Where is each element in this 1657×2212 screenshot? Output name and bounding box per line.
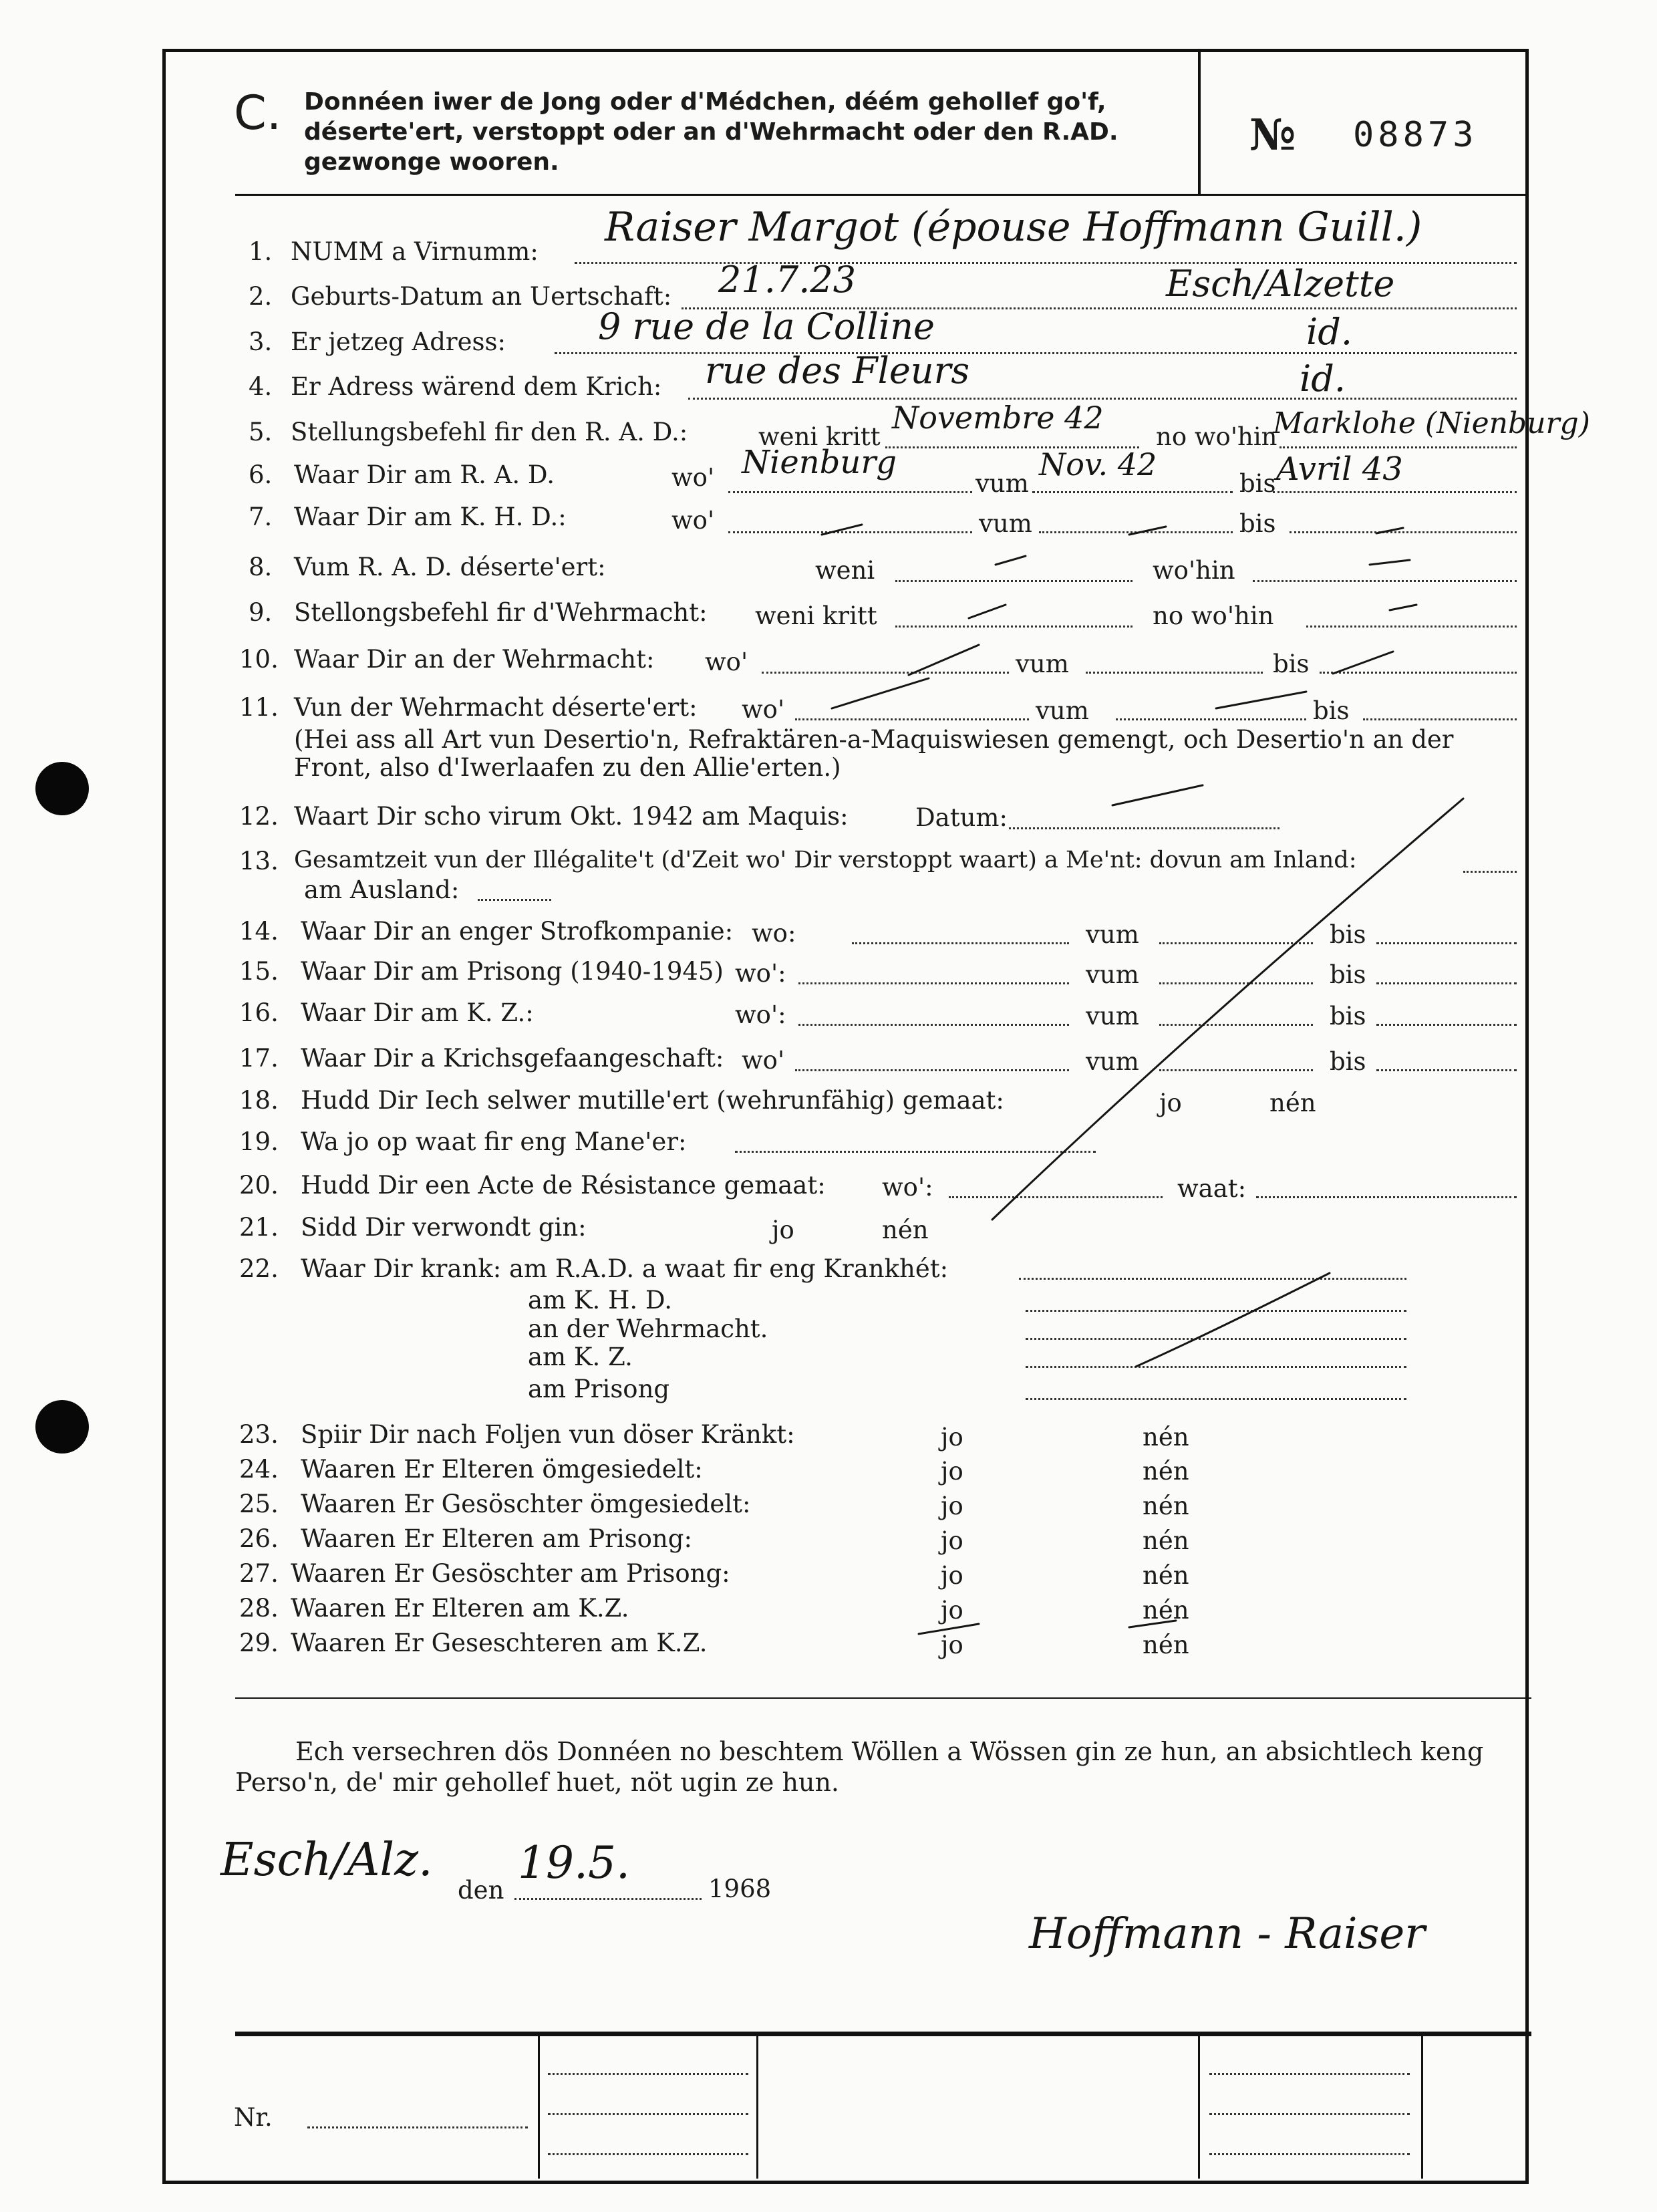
field-16-vum: vum (1086, 1002, 1139, 1030)
strike-11-wo (832, 678, 929, 708)
field-11-bis: bis (1313, 696, 1350, 725)
field-7-label: Waar Dir am K. H. D.: (294, 503, 567, 531)
field-17-number: 17. (239, 1044, 279, 1073)
field-27-jo: jo (941, 1561, 963, 1590)
field-15-wo: wo': (735, 959, 786, 988)
field-13-number: 13. (239, 847, 279, 875)
field-20-wo: wo': (882, 1173, 933, 1202)
field-23-jo: jo (941, 1423, 963, 1451)
declaration-line-2: Perso'n, de' mir gehollef huet, nöt ugin ze hun. (235, 1768, 840, 1797)
field-16-wo: wo': (735, 1000, 786, 1029)
field-14-vum: vum (1086, 920, 1139, 949)
field-26-jo: jo (941, 1526, 963, 1555)
hw-day[interactable]: 19.5. (518, 1837, 630, 1889)
field-9-label: Stellongsbefehl fir d'Wehrmacht: (294, 598, 708, 627)
field-11-number: 11. (239, 693, 279, 722)
field-28-number: 28. (239, 1594, 279, 1623)
hw-war-address[interactable]: rue des Fleurs (705, 350, 970, 392)
field-9-number: 9. (249, 598, 273, 627)
field-18-jo: jo (1159, 1089, 1182, 1117)
field-7-wo: wo' (671, 506, 715, 535)
field-21-number: 21. (239, 1213, 279, 1242)
field-18-nen: nén (1269, 1089, 1316, 1117)
hw-war-address-place[interactable]: id. (1300, 358, 1346, 400)
field-5-weni: weni kritt (758, 422, 881, 451)
field-22-label: Waar Dir krank: am R.A.D. a waat fir eng Krankhét: (301, 1254, 949, 1283)
strike-7-wo (822, 525, 862, 535)
field-13-label: Gesamtzeit vun der Illégalite't (d'Zeit wo' Dir verstoppt waart) a Me'nt: dovun am Inland: (294, 847, 1357, 873)
field-6-vum: vum (975, 469, 1029, 498)
field-11-vum: vum (1036, 696, 1089, 725)
field-24-label: Waaren Er Elteren ömgesiedelt: (301, 1455, 703, 1484)
field-14-wo: wo: (752, 919, 796, 948)
footer-nr-label: Nr. (234, 2103, 273, 2132)
hw-rad-at[interactable]: Nienburg (742, 444, 897, 481)
declaration-year: 1968 (708, 1875, 772, 1903)
field-22-number: 22. (239, 1254, 279, 1283)
field-28-nen: nén (1143, 1596, 1189, 1625)
field-22-sub-1: am K. H. D. (528, 1286, 672, 1315)
strike-10-bis (1333, 652, 1393, 674)
field-17-wo: wo' (742, 1046, 785, 1075)
field-21-jo: jo (772, 1216, 794, 1244)
field-26-label: Waaren Er Elteren am Prisong: (301, 1524, 692, 1553)
field-22-sub-2: an der Wehrmacht. (528, 1315, 768, 1343)
field-4-number: 4. (249, 372, 273, 401)
field-18-number: 18. (239, 1086, 279, 1115)
field-15-number: 15. (239, 957, 279, 986)
field-23-label: Spiir Dir nach Foljen vun döser Kränkt: (301, 1420, 795, 1449)
strike-11-vum (1216, 692, 1306, 708)
field-10-vum: vum (1016, 650, 1069, 678)
strike-28-jo (919, 1624, 979, 1634)
field-12-number: 12. (239, 802, 279, 831)
field-23-nen: nén (1143, 1423, 1189, 1451)
number-sign: № (1249, 110, 1296, 160)
field-18-label: Hudd Dir Iech selwer mutille'ert (wehrunfähig) gemaat: (301, 1086, 1004, 1115)
hw-rad-from[interactable]: Nov. 42 (1039, 446, 1157, 482)
field-6-bis: bis (1239, 469, 1276, 498)
field-1-label: NUMM a Virnumm: (291, 237, 539, 266)
field-10-number: 10. (239, 645, 279, 674)
field-6-wo: wo' (671, 463, 715, 492)
field-22-sub-4: am Prisong (528, 1375, 670, 1403)
field-4-label: Er Adress wärend dem Krich: (291, 372, 662, 401)
field-11-wo: wo' (742, 695, 785, 724)
field-11-note-1: (Hei ass all Art vun Desertio'n, Refraktären-a-Maquiswiesen gemengt, och Desertio'n an der (294, 725, 1454, 754)
field-29-jo: jo (941, 1631, 963, 1659)
field-8-weni: weni (815, 556, 875, 585)
field-25-label: Waaren Er Gesöschter ömgesiedelt: (301, 1490, 751, 1518)
field-14-number: 14. (239, 917, 279, 946)
field-29-nen: nén (1143, 1631, 1189, 1659)
strike-22 (1136, 1273, 1330, 1367)
strike-9-wohin (1390, 605, 1416, 610)
hw-birth-date[interactable]: 21.7.23 (718, 259, 857, 301)
field-5-label: Stellungsbefehl fir den R. A. D.: (291, 418, 688, 446)
field-12-label: Waart Dir scho virum Okt. 1942 am Maquis: (294, 802, 849, 831)
field-24-jo: jo (941, 1457, 963, 1486)
field-16-bis: bis (1330, 1002, 1366, 1030)
hw-name[interactable]: Raiser Margot (épouse Hoffmann Guill.) (605, 204, 1422, 251)
field-16-label: Waar Dir am K. Z.: (301, 998, 534, 1027)
field-21-nen: nén (882, 1216, 929, 1244)
hw-rad-to[interactable]: Avril 43 (1276, 450, 1403, 488)
field-15-label: Waar Dir am Prisong (1940-1945) (301, 957, 724, 986)
field-24-number: 24. (239, 1455, 279, 1484)
field-15-bis: bis (1330, 960, 1366, 989)
field-5-number: 5. (249, 418, 273, 446)
field-26-nen: nén (1143, 1526, 1189, 1555)
field-8-wohin: wo'hin (1153, 556, 1235, 585)
field-6-label: Waar Dir am R. A. D. (294, 460, 555, 489)
field-27-nen: nén (1143, 1561, 1189, 1590)
strike-12-datum (1112, 785, 1203, 805)
hw-rad-where[interactable]: Marklohe (Nienburg) (1273, 406, 1590, 440)
section-letter: C. (234, 86, 282, 140)
field-12-datum: Datum: (915, 803, 1008, 832)
strike-7-bis (1376, 528, 1403, 533)
hw-birth-place[interactable]: Esch/Alzette (1166, 263, 1395, 305)
field-7-bis: bis (1239, 509, 1276, 538)
field-10-bis: bis (1273, 650, 1310, 678)
strike-28-nen (1129, 1621, 1176, 1627)
strike-7-vum (1129, 527, 1166, 535)
field-2-label: Geburts-Datum an Uertschaft: (291, 282, 672, 311)
field-29-number: 29. (239, 1629, 279, 1657)
field-9-wohin: no wo'hin (1153, 601, 1274, 630)
field-5-wohin: no wo'hin (1156, 422, 1277, 451)
field-10-label: Waar Dir an der Wehrmacht: (294, 645, 655, 674)
field-10-wo: wo' (705, 648, 748, 676)
field-21-label: Sidd Dir verwondt gin: (301, 1213, 587, 1242)
field-27-number: 27. (239, 1559, 279, 1588)
field-29-label: Waaren Er Geseschteren am K.Z. (291, 1629, 708, 1657)
field-22-sub-3: am K. Z. (528, 1343, 633, 1371)
field-23-number: 23. (239, 1420, 279, 1449)
field-26-number: 26. (239, 1524, 279, 1553)
field-9-weni: weni kritt (755, 601, 877, 630)
field-17-vum: vum (1086, 1047, 1139, 1076)
field-14-label: Waar Dir an enger Strofkompanie: (301, 917, 734, 946)
declaration-line-1: Ech versechren dös Donnéen no beschtem Wöllen a Wössen gin ze hun, an absichtlech keng (295, 1737, 1484, 1766)
field-19-number: 19. (239, 1127, 279, 1156)
field-20-number: 20. (239, 1171, 279, 1200)
field-25-jo: jo (941, 1492, 963, 1520)
field-1-number: 1. (249, 237, 273, 266)
field-15-vum: vum (1086, 960, 1139, 989)
declaration-den: den (458, 1876, 504, 1905)
field-6-number: 6. (249, 460, 273, 489)
field-14-bis: bis (1330, 920, 1366, 949)
field-11-label: Vun der Wehrmacht déserte'ert: (294, 693, 698, 722)
field-8-number: 8. (249, 553, 273, 581)
strike-9-weni (969, 605, 1006, 618)
field-17-label: Waar Dir a Krichsgefaangeschaft: (301, 1044, 724, 1073)
field-25-number: 25. (239, 1490, 279, 1518)
hw-address[interactable]: 9 rue de la Colline (598, 305, 935, 348)
field-8-label: Vum R. A. D. déserte'ert: (294, 553, 606, 581)
field-17-bis: bis (1330, 1047, 1366, 1076)
field-28-label: Waaren Er Elteren am K.Z. (291, 1594, 629, 1623)
field-3-number: 3. (249, 327, 273, 356)
hw-signature[interactable]: Hoffmann - Raiser (1029, 1909, 1425, 1959)
field-13-ausland: am Ausland: (304, 875, 460, 904)
field-7-number: 7. (249, 503, 273, 531)
field-27-label: Waaren Er Gesöschter am Prisong: (291, 1559, 730, 1588)
hw-address-place[interactable]: id. (1306, 311, 1353, 353)
section-description: Donnéen iwer de Jong oder d'Médchen, déém gehollef go'f, déserte'ert, verstoppt oder an d'Wehrmacht oder den R.AD. gezwonge wooren. (304, 88, 1118, 176)
form-number: 08873 (1353, 115, 1478, 155)
hw-place[interactable]: Esch/Alz. (220, 1834, 433, 1887)
strike-10-wo (909, 645, 979, 675)
field-20-label: Hudd Dir een Acte de Résistance gemaat: (301, 1171, 826, 1200)
field-16-number: 16. (239, 998, 279, 1027)
strike-8-weni (996, 556, 1026, 565)
field-3-label: Er jetzeg Adress: (291, 327, 506, 356)
strike-big-diagonal (992, 799, 1463, 1220)
field-20-waat: waat: (1177, 1174, 1247, 1203)
field-19-label: Wa jo op waat fir eng Mane'er: (301, 1127, 687, 1156)
field-24-nen: nén (1143, 1457, 1189, 1486)
field-25-nen: nén (1143, 1492, 1189, 1520)
field-2-number: 2. (249, 282, 273, 311)
field-11-note-2: Front, also d'Iwerlaafen zu den Allie'erten.) (294, 753, 841, 782)
strike-8-wohin (1370, 560, 1410, 565)
field-28-jo: jo (941, 1596, 963, 1625)
hw-rad-when[interactable]: Novembre 42 (892, 400, 1104, 436)
field-7-vum: vum (979, 509, 1032, 538)
